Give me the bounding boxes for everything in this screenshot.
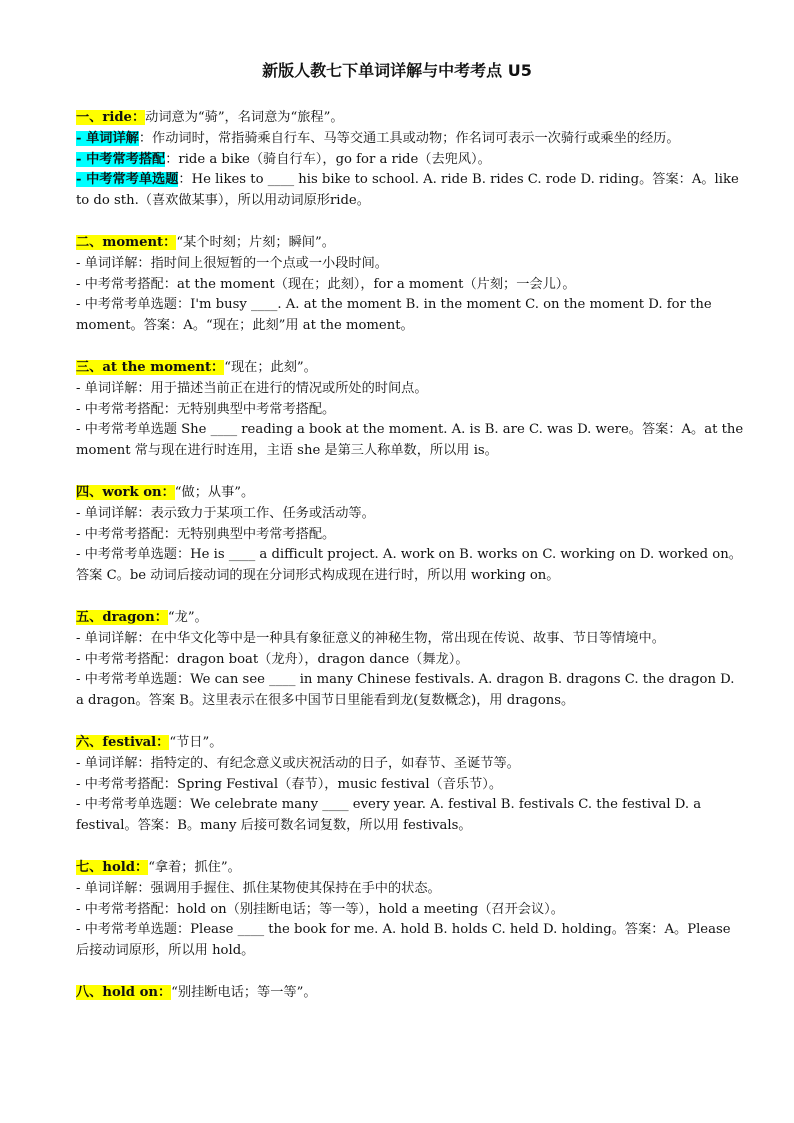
entry-moment xyxy=(76,233,744,337)
entry-collocation xyxy=(76,150,744,171)
entry-hold-on xyxy=(76,983,744,1004)
entry-detail: - 单词详解：指时间上很短暂的一个点或一小段时间。 xyxy=(76,255,388,271)
entry-ride xyxy=(76,108,744,212)
detail-label: - 单词详解 xyxy=(76,130,139,146)
entry-festival xyxy=(76,733,744,837)
entry-work-on xyxy=(76,483,744,587)
collocation-text: ：ride a bike（骑自行车），go for a ride（去兜风）。 xyxy=(165,151,491,167)
entry-meaning: “现在；此刻”。 xyxy=(224,359,317,375)
entry-question: - 中考常考单选题：He is ____ a difficult project. A. work on B. works on C. working on D. worked on。答案 C。be 动词后接动词的现在分词形式构成现在进行时，所以用 working on。 xyxy=(76,547,742,584)
entry-word: 四、work on： xyxy=(76,484,175,500)
entry-question: - 中考常考单选题：Please ____ the book for me. A. hold B. holds C. held D. holding。答案：A。Please 后接动词原形，所以用 hold。 xyxy=(76,922,731,959)
entry-meaning: “别挂断电话；等一等”。 xyxy=(171,984,317,1000)
entry-hold xyxy=(76,858,744,962)
entry-detail: - 单词详解：指特定的、有纪念意义或庆祝活动的日子，如春节、圣诞节等。 xyxy=(76,755,520,771)
entry-heading xyxy=(76,858,744,879)
entry-collocation: - 中考常考搭配：无特别典型中考常考搭配。 xyxy=(76,526,336,542)
entry-question: - 中考常考单选题：We celebrate many ____ every year. A. festival B. festivals C. the festival D. a festival。答案：B。many 后接可数名词复数，所以用 festivals。 xyxy=(76,797,702,834)
entry-detail: - 单词详解：强调用手握住、抓住某物使其保持在手中的状态。 xyxy=(76,880,441,896)
entry-word: 七、hold： xyxy=(76,859,149,875)
entry-word: 二、moment： xyxy=(76,234,177,250)
entry-word: 一、ride： xyxy=(76,110,146,125)
entry-at-the-moment xyxy=(76,358,744,462)
entry-meaning: “龙”。 xyxy=(167,609,208,625)
entry-collocation: - 中考常考搭配：Spring Festival（春节），music festival（音乐节）。 xyxy=(76,776,503,792)
entry-word: 五、dragon： xyxy=(76,609,168,625)
entry-meaning: 动词意为“骑”，名词意为“旅程”。 xyxy=(145,110,344,125)
entry-word: 六、festival： xyxy=(76,734,170,750)
entry-collocation: - 中考常考搭配：无特别典型中考常考搭配。 xyxy=(76,401,336,417)
entry-question: - 中考常考单选题：We can see ____ in many Chinese festivals. A. dragon B. dragons C. the dragon D. a dragon。答案 B。这里表示在很多中国节日里能看到龙(复数概念)，用 dragons。 xyxy=(76,672,735,709)
document-body xyxy=(76,108,744,1025)
entry-question: - 中考常考单选题：I'm busy ____. A. at the moment B. in the moment C. on the moment D. for the moment。答案：A。“现在；此刻”用 at the moment。 xyxy=(76,297,712,334)
entry-question xyxy=(76,170,744,212)
entry-question: - 中考常考单选题 She ____ reading a book at the moment. A. is B. are C. was D. were。答案：A。at the moment 常与现在进行时连用，主语 she 是第三人称单数，所以用 is。 xyxy=(76,422,744,459)
entry-dragon xyxy=(76,608,744,712)
entry-word: 八、hold on： xyxy=(76,984,172,1000)
entry-meaning: “节日”。 xyxy=(169,734,223,750)
entry-detail: - 单词详解：表示致力于某项工作、任务或活动等。 xyxy=(76,505,375,521)
entry-meaning: “拿着；抓住”。 xyxy=(148,859,241,875)
entry-collocation: - 中考常考搭配：at the moment（现在；此刻），for a moment（片刻；一会儿）。 xyxy=(76,276,576,292)
entry-heading xyxy=(76,233,744,254)
entry-detail: - 单词详解：用于描述当前正在进行的情况或所处的时间点。 xyxy=(76,380,428,396)
entry-collocation: - 中考常考搭配：hold on（别挂断电话；等一等），hold a meeting（召开会议）。 xyxy=(76,901,564,917)
entry-detail: - 单词详解：在中华文化等中是一种具有象征意义的神秘生物，常出现在传说、故事、节日等情境中。 xyxy=(76,630,665,646)
entry-heading xyxy=(76,483,744,504)
entry-collocation: - 中考常考搭配：dragon boat（龙舟），dragon dance（舞龙）。 xyxy=(76,651,469,667)
page-title: 新版人教七下单词详解与中考考点 U5 xyxy=(262,61,532,80)
entry-heading xyxy=(76,108,744,129)
entry-heading xyxy=(76,358,744,379)
entry-heading xyxy=(76,608,744,629)
entry-detail xyxy=(76,129,744,150)
entry-meaning: “某个时刻；片刻；瞬间”。 xyxy=(176,234,335,250)
detail-text: ：作动词时，常指骑乘自行车、马等交通工具或动物；作名词可表示一次骑行或乘坐的经历。 xyxy=(138,130,680,146)
question-label: - 中考常考单选题 xyxy=(76,172,179,188)
question-text: ：He likes to ____ his bike to school. A. ride B. rides C. rode D. riding。答案：A。like to do sth.（喜欢做某事），所以用动词原形ride。 xyxy=(76,172,739,209)
entry-meaning: “做；从事”。 xyxy=(174,484,255,500)
entry-word: 三、at the moment： xyxy=(76,359,225,375)
entry-heading xyxy=(76,733,744,754)
collocation-label: - 中考常考搭配 xyxy=(76,151,166,167)
entry-heading xyxy=(76,983,744,1004)
